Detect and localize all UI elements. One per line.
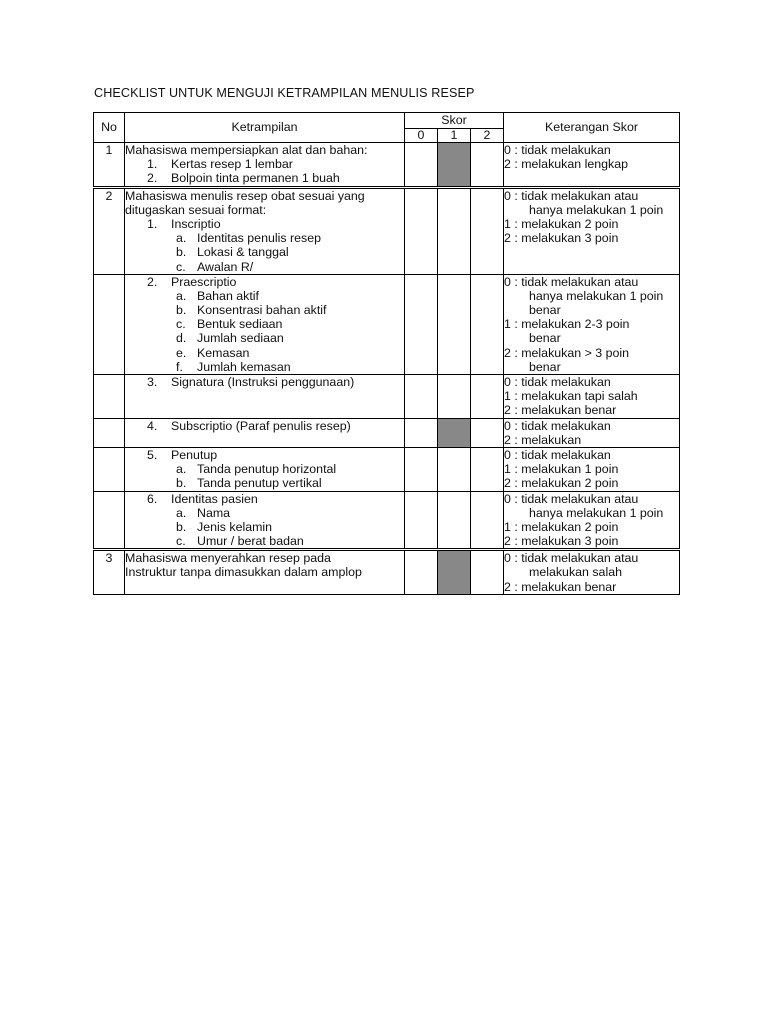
score-0-cell[interactable] (405, 375, 438, 419)
row-number: 2 (94, 187, 125, 274)
skill-text: Instruktur tanpa dimasukkan dalam amplop (125, 565, 362, 580)
score-2-cell[interactable] (471, 274, 504, 374)
score-1-cell[interactable] (438, 274, 471, 374)
list-item: f. Jumlah kemasan (176, 359, 291, 374)
header-skor-2: 2 (471, 129, 504, 143)
list-item: 2. Praescriptio (147, 274, 237, 289)
table-row (94, 143, 680, 188)
table-row (94, 550, 680, 595)
score-2-cell[interactable] (471, 447, 504, 491)
skill-cell (125, 143, 405, 188)
table-row (94, 187, 680, 274)
row-number-empty (94, 274, 125, 374)
header-skor-0: 0 (405, 129, 438, 143)
skill-cell (125, 187, 405, 274)
header-skor-1: 1 (438, 129, 471, 143)
header-keterangan: Keterangan Skor (504, 113, 680, 143)
skill-text: Mahasiswa menyerahkan resep pada (125, 551, 331, 566)
skill-cell (125, 375, 405, 419)
row-number-empty (94, 375, 125, 419)
score-description: 0 : tidak melakukan 2 : melakukan (504, 418, 680, 447)
score-description: 0 : tidak melakukan atau hanya melakukan 1 poin 1 : melakukan 2 poin 2 : melakukan 3 poin (504, 491, 680, 550)
score-1-cell[interactable] (438, 187, 471, 274)
table-row (94, 491, 680, 550)
checklist-table (93, 112, 680, 595)
score-2-cell[interactable] (471, 375, 504, 419)
skill-text: Mahasiswa menulis resep obat sesuai yang (125, 188, 365, 203)
header-skor: Skor (405, 113, 504, 129)
list-item: c. Umur / berat badan (176, 534, 304, 549)
row-number-empty (94, 418, 125, 447)
score-1-cell-shaded (438, 143, 471, 188)
list-item: b. Tanda penutup vertikal (176, 476, 322, 491)
score-0-cell[interactable] (405, 187, 438, 274)
list-item: 4. Subscriptio (Paraf penulis resep) (147, 418, 351, 433)
skill-cell (125, 447, 405, 491)
score-2-cell[interactable] (471, 550, 504, 595)
score-1-cell-shaded (438, 550, 471, 595)
score-0-cell[interactable] (405, 491, 438, 550)
header-no: No (94, 113, 125, 143)
list-item: 6. Identitas pasien (147, 491, 258, 506)
table-header-row (94, 113, 680, 129)
list-item: e. Kemasan (176, 345, 250, 360)
list-item: 3. Signatura (Instruksi penggunaan) (147, 375, 355, 389)
score-0-cell[interactable] (405, 418, 438, 447)
table-row (94, 274, 680, 374)
skill-text: ditugaskan sesuai format: (125, 202, 267, 217)
list-item: 5. Penutup (147, 447, 218, 462)
list-item: a. Nama (176, 505, 231, 520)
skill-cell (125, 550, 405, 595)
score-1-cell[interactable] (438, 491, 471, 550)
skill-cell (125, 274, 405, 374)
list-item: b. Lokasi & tanggal (176, 245, 289, 260)
row-number-empty (94, 491, 125, 550)
score-1-cell[interactable] (438, 447, 471, 491)
score-2-cell[interactable] (471, 143, 504, 188)
list-item: d. Jumlah sediaan (176, 331, 284, 346)
score-2-cell[interactable] (471, 187, 504, 274)
list-item: a. Tanda penutup horizontal (176, 462, 337, 477)
score-2-cell[interactable] (471, 491, 504, 550)
list-item: a. Identitas penulis resep (176, 231, 321, 246)
score-description: 0 : tidak melakukan 1 : melakukan tapi salah 2 : melakukan benar (504, 375, 680, 419)
score-description: 0 : tidak melakukan 2 : melakukan lengkap (504, 143, 680, 188)
score-description: 0 : tidak melakukan atau melakukan salah 2 : melakukan benar (504, 550, 680, 595)
list-item: 1. Kertas resep 1 lembar (147, 157, 293, 172)
list-item: 2. Bolpoin tinta permanen 1 buah (147, 171, 340, 186)
row-number: 3 (94, 550, 125, 595)
row-number: 1 (94, 143, 125, 188)
header-ketrampilan: Ketrampilan (125, 113, 405, 143)
score-2-cell[interactable] (471, 418, 504, 447)
score-0-cell[interactable] (405, 143, 438, 188)
row-number-empty (94, 447, 125, 491)
list-item: b. Konsentrasi bahan aktif (176, 303, 327, 318)
score-0-cell[interactable] (405, 447, 438, 491)
list-item: c. Bentuk sediaan (176, 317, 283, 332)
score-1-cell-shaded (438, 418, 471, 447)
table-row (94, 418, 680, 447)
list-item: 1. Inscriptio (147, 216, 221, 231)
score-0-cell[interactable] (405, 550, 438, 595)
list-item: a. Bahan aktif (176, 288, 259, 303)
score-1-cell[interactable] (438, 375, 471, 419)
skill-cell (125, 418, 405, 447)
score-description: 0 : tidak melakukan atau hanya melakukan 1 poin 1 : melakukan 2 poin 2 : melakukan 3 poin (504, 187, 680, 274)
skill-text: Mahasiswa mempersiapkan alat dan bahan: (125, 143, 368, 157)
score-description: 0 : tidak melakukan atau hanya melakukan 1 poin benar 1 : melakukan 2-3 poin benar 2 : melakukan > 3 poin benar (504, 274, 680, 374)
list-item: b. Jenis kelamin (176, 519, 273, 534)
table-row (94, 447, 680, 491)
table-row (94, 375, 680, 419)
score-description: 0 : tidak melakukan 1 : melakukan 1 poin 2 : melakukan 2 poin (504, 447, 680, 491)
skill-cell (125, 491, 405, 550)
document-title: CHECKLIST UNTUK MENGUJI KETRAMPILAN MENULIS RESEP (94, 86, 475, 100)
score-0-cell[interactable] (405, 274, 438, 374)
list-item: c. Awalan R/ (176, 259, 254, 274)
